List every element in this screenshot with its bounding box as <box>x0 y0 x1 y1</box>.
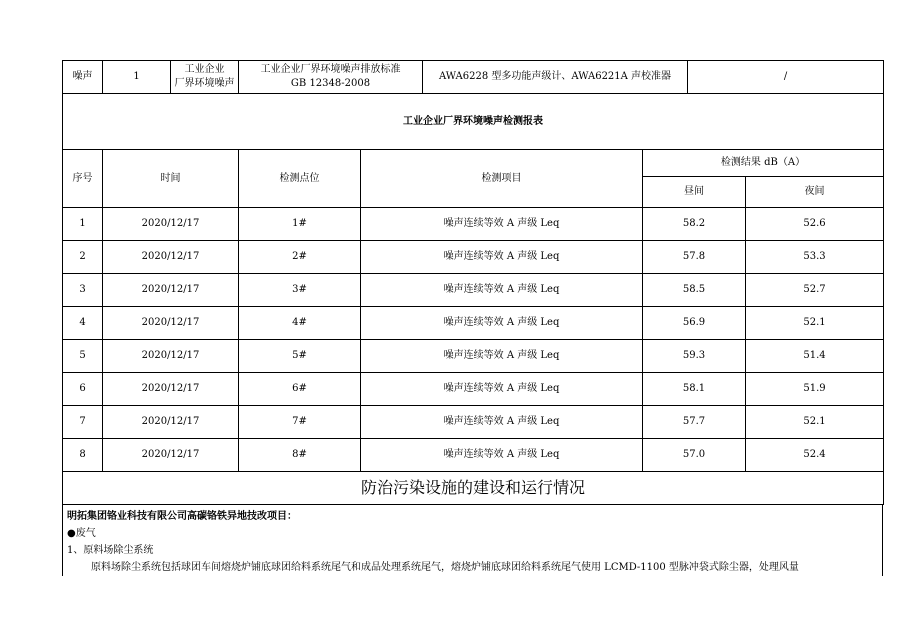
row-no: 4 <box>63 307 103 340</box>
category-cell: 噪声 <box>63 61 103 94</box>
row-point: 1# <box>239 208 361 241</box>
row-day: 57.7 <box>643 406 746 439</box>
row-no: 1 <box>63 208 103 241</box>
row-time: 2020/12/17 <box>103 340 239 373</box>
col-point: 检测点位 <box>239 150 361 208</box>
row-night: 52.4 <box>746 439 884 472</box>
body-text <box>62 505 883 576</box>
row-no: 7 <box>63 406 103 439</box>
standard-line1: 工业企业厂界环境噪声排放标准 <box>260 64 401 75</box>
section-title: 防治污染设施的建设和运行情况 <box>63 472 884 505</box>
table-row <box>63 406 884 439</box>
row-no: 6 <box>63 373 103 406</box>
row-day: 57.8 <box>643 241 746 274</box>
type-line2: 厂界环境噪声 <box>174 78 235 89</box>
row-item: 噪声连续等效 A 声级 Leq <box>361 439 643 472</box>
item-1: 1、原料场除尘系统 <box>67 545 154 556</box>
section-title-row <box>63 472 884 505</box>
row-point: 7# <box>239 406 361 439</box>
row-night: 53.3 <box>746 241 884 274</box>
row-no: 3 <box>63 274 103 307</box>
row-day: 57.0 <box>643 439 746 472</box>
col-item: 检测项目 <box>361 150 643 208</box>
type-line1: 工业企业 <box>184 64 225 75</box>
row-item: 噪声连续等效 A 声级 Leq <box>361 373 643 406</box>
row-day: 58.5 <box>643 274 746 307</box>
row-no: 5 <box>63 340 103 373</box>
standard-cell <box>239 61 423 94</box>
row-item: 噪声连续等效 A 声级 Leq <box>361 241 643 274</box>
row-point: 2# <box>239 241 361 274</box>
noise-report-table <box>62 60 884 505</box>
row-point: 5# <box>239 340 361 373</box>
instruments-cell: AWA6228 型多功能声级计、AWA6221A 声校准器 <box>423 61 688 94</box>
row-no: 2 <box>63 241 103 274</box>
table-row <box>63 208 884 241</box>
table-row <box>63 373 884 406</box>
row-day: 58.2 <box>643 208 746 241</box>
row-point: 8# <box>239 439 361 472</box>
row-day: 59.3 <box>643 340 746 373</box>
row-point: 4# <box>239 307 361 340</box>
document-page <box>62 60 883 576</box>
col-result: 检测结果 dB（A） <box>643 150 884 177</box>
row-time: 2020/12/17 <box>103 373 239 406</box>
row-night: 51.9 <box>746 373 884 406</box>
row-day: 58.1 <box>643 373 746 406</box>
row-time: 2020/12/17 <box>103 307 239 340</box>
table-row <box>63 439 884 472</box>
row-item: 噪声连续等效 A 声级 Leq <box>361 340 643 373</box>
row-item: 噪声连续等效 A 声级 Leq <box>361 274 643 307</box>
column-header-row <box>63 150 884 177</box>
type-cell <box>171 61 239 94</box>
row-night: 51.4 <box>746 340 884 373</box>
row-day: 56.9 <box>643 307 746 340</box>
row-time: 2020/12/17 <box>103 274 239 307</box>
report-title-row <box>63 94 884 150</box>
row-no: 8 <box>63 439 103 472</box>
col-night: 夜间 <box>746 177 884 208</box>
company-line: 明拓集团铬业科技有限公司高碳铬铁异地技改项目： <box>67 511 297 522</box>
row-time: 2020/12/17 <box>103 208 239 241</box>
table-row <box>63 340 884 373</box>
paragraph: 原料场除尘系统包括球团车间熔烧炉铺底球团给料系统尾气和成品处理系统尾气，熔烧炉铺底球团给料系统尾气使用 LCMD-1100 型脉冲袋式除尘器，处理风量 <box>91 562 799 573</box>
table-row <box>63 307 884 340</box>
table-row <box>63 241 884 274</box>
row-night: 52.1 <box>746 406 884 439</box>
row-time: 2020/12/17 <box>103 406 239 439</box>
remark-cell: / <box>688 61 884 94</box>
row-night: 52.6 <box>746 208 884 241</box>
standard-line2: GB 12348-2008 <box>290 78 371 89</box>
col-time: 时间 <box>103 150 239 208</box>
col-no: 序号 <box>63 150 103 208</box>
table-row <box>63 274 884 307</box>
report-title: 工业企业厂界环境噪声检测报表 <box>63 94 884 150</box>
row-item: 噪声连续等效 A 声级 Leq <box>361 406 643 439</box>
bullet-waste-gas: ●废气 <box>67 528 96 539</box>
row-item: 噪声连续等效 A 声级 Leq <box>361 307 643 340</box>
row-time: 2020/12/17 <box>103 241 239 274</box>
col-day: 昼间 <box>643 177 746 208</box>
row-night: 52.1 <box>746 307 884 340</box>
row-point: 6# <box>239 373 361 406</box>
row-point: 3# <box>239 274 361 307</box>
header-row <box>63 61 884 94</box>
row-time: 2020/12/17 <box>103 439 239 472</box>
index-cell: 1 <box>103 61 171 94</box>
row-night: 52.7 <box>746 274 884 307</box>
row-item: 噪声连续等效 A 声级 Leq <box>361 208 643 241</box>
